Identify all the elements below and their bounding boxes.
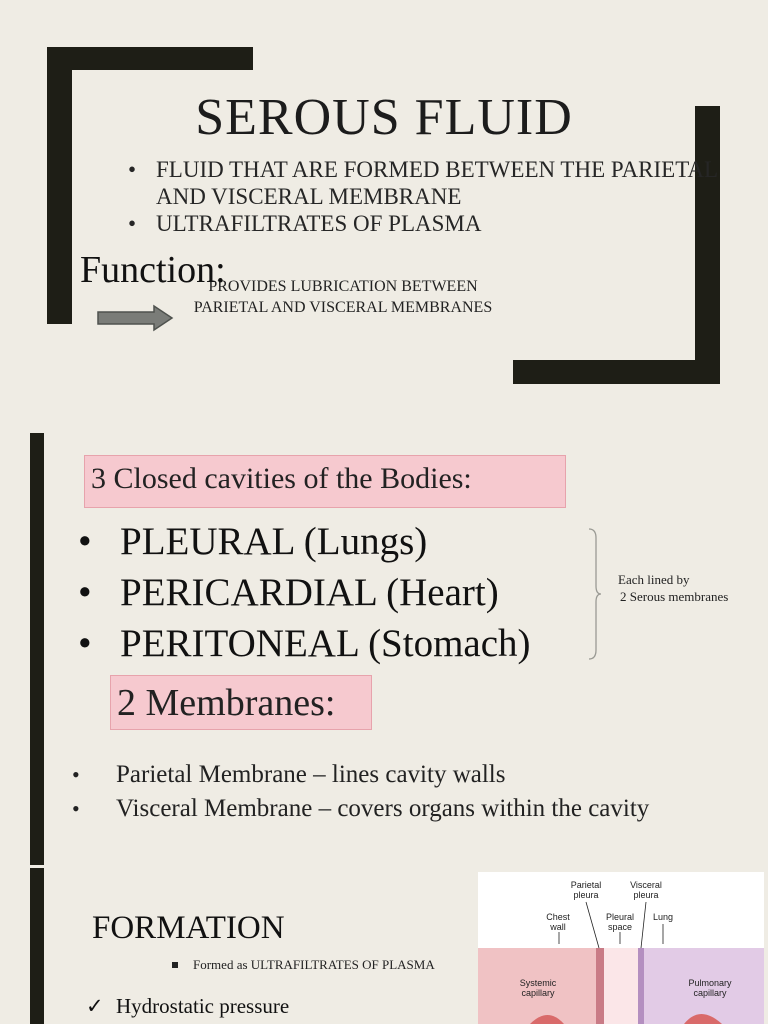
definition-item: • ULTRAFILTRATES OF PLASMA — [128, 210, 728, 237]
check-item — [86, 994, 289, 1019]
diagram-label-line: pleura — [573, 890, 599, 900]
cavity-item: • PLEURAL (Lungs) — [78, 516, 598, 567]
brace-note-line: Each lined by — [618, 572, 690, 587]
membrane-item: • Visceral Membrane – covers organs within the cavity — [72, 792, 762, 826]
function-label: Function: — [80, 249, 226, 291]
cavity-item: • PERITONEAL (Stomach) — [78, 618, 598, 669]
membrane-item: • Parietal Membrane – lines cavity walls — [72, 758, 762, 792]
membranes-title: 2 Membranes: — [110, 675, 372, 730]
right-arrow-icon — [96, 304, 176, 332]
square-bullet-icon — [172, 962, 178, 968]
diagram-label-line: Parietal — [570, 880, 602, 890]
formation-heading: FORMATION — [92, 910, 285, 946]
definition-item: • FLUID THAT ARE FORMED BETWEEN THE PARIETAL AND VISCERAL MEMBRANE — [128, 156, 728, 210]
membranes-list — [72, 758, 762, 826]
diagram-label-line: pleura — [633, 890, 659, 900]
diagram-label-line: Pleural — [605, 912, 634, 922]
diagram-label-visceral — [624, 880, 668, 900]
pleura-diagram-art — [478, 872, 764, 1024]
diagram-label-parietal — [566, 880, 606, 900]
cavity-item: • PERICARDIAL (Heart) — [78, 567, 598, 618]
diagram-label-line: wall — [550, 922, 566, 932]
slide2-side-bar — [30, 433, 44, 865]
diagram-label-pleural-space — [600, 912, 640, 932]
pleura-diagram — [478, 872, 764, 1024]
diagram-label-line: space — [607, 922, 633, 932]
slide3-side-bar — [30, 868, 44, 1024]
cavities-title: 3 Closed cavities of the Bodies: — [84, 455, 566, 508]
brace-note — [598, 571, 768, 605]
diagram-label-line: Systemic — [519, 978, 557, 988]
diagram-label-line: Visceral — [630, 880, 662, 890]
frame-bottom-right-vertical — [695, 106, 720, 384]
slide-title: SEROUS FLUID — [195, 89, 573, 146]
diagram-label-line: capillary — [521, 988, 555, 998]
diagram-label-line: capillary — [693, 988, 727, 998]
diagram-label-systemic — [508, 978, 568, 998]
function-description: PROVIDES LUBRICATION BETWEEN PARIETAL AND VISCERAL MEMBRANES — [193, 278, 493, 316]
definition-list — [128, 156, 728, 237]
diagram-label-pulmonary — [678, 978, 742, 998]
diagram-label-chest-wall — [538, 912, 578, 932]
frame-top-left-horizontal — [47, 47, 253, 70]
brace-note-line: 2 Serous membranes — [620, 589, 729, 604]
diagram-label-line: Chest — [546, 912, 570, 922]
diagram-label-line: Pulmonary — [688, 978, 732, 988]
frame-bottom-right-horizontal — [513, 360, 720, 384]
formed-text: Formed as ULTRAFILTRATES OF PLASMA — [193, 957, 435, 972]
check-item-label: Hydrostatic pressure — [116, 994, 290, 1018]
cavities-list — [78, 516, 598, 669]
check-icon: ✓ — [86, 994, 104, 1018]
diagram-label-lung: Lung — [652, 912, 674, 922]
